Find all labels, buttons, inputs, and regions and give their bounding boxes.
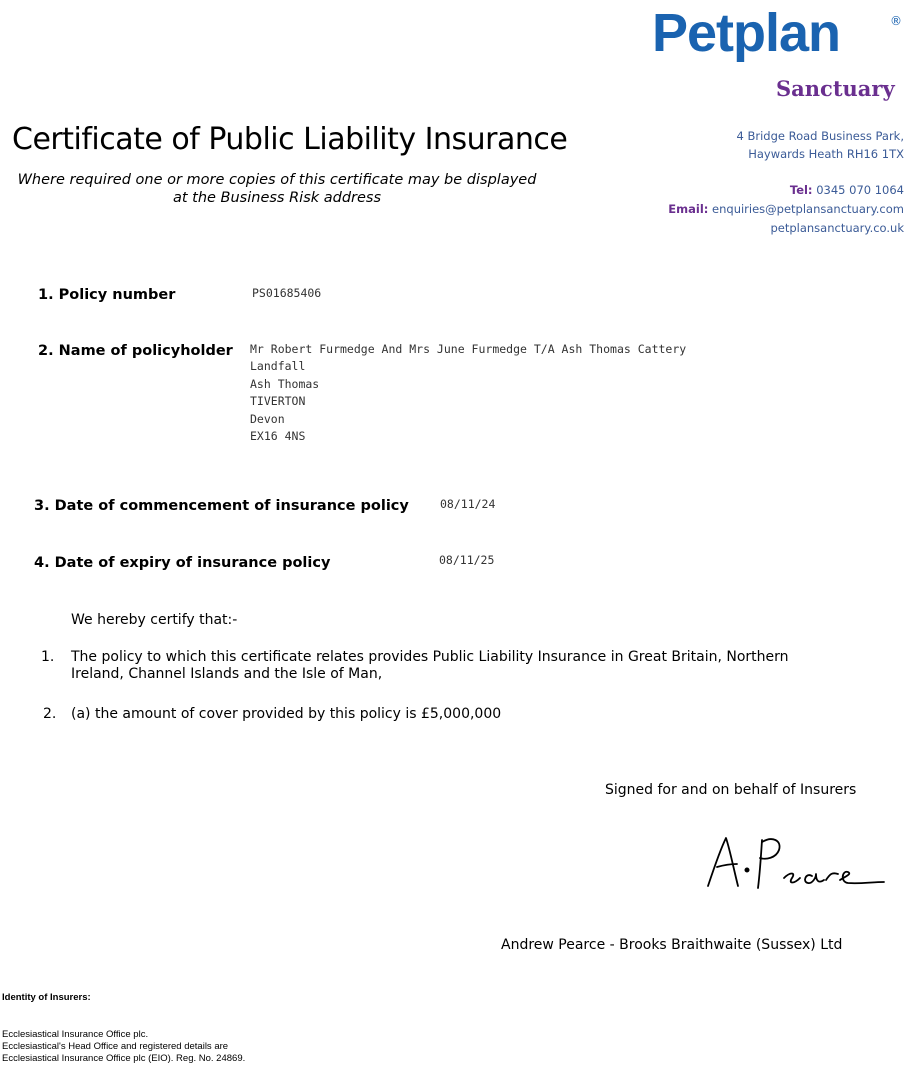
policyholder-line: EX16 4NS [250, 429, 306, 444]
certify-intro: We hereby certify that:- [71, 612, 238, 628]
policyholder-line: Landfall [250, 359, 306, 374]
commencement-label: 3. Date of commencement of insurance policy [34, 498, 409, 514]
policyholder-line: Devon [250, 411, 285, 426]
policyholder-address [250, 341, 686, 445]
contact-email [668, 202, 904, 216]
address-line-1: 4 Bridge Road Business Park, [736, 129, 904, 143]
handwritten-signature [700, 832, 890, 896]
insurer-identity-label: Identity of Insurers: [2, 992, 91, 1003]
sanctuary-logo-text: Sanctuary [776, 76, 895, 101]
registered-mark: ® [890, 14, 902, 28]
expiry-label: 4. Date of expiry of insurance policy [34, 555, 331, 571]
policy-number-value: PS01685406 [252, 286, 322, 300]
contact-tel [790, 183, 904, 197]
certify-item-1-line-2: Ireland, Channel Islands and the Isle of Man, [71, 666, 383, 682]
policyholder-line: Mr Robert Furmedge And Mrs June Furmedge T/A Ash Thomas Cattery [250, 342, 687, 356]
tel-label: Tel: [789, 183, 813, 197]
address-line-2: Haywards Heath RH16 1TX [748, 147, 904, 161]
policyholder-label: 2. Name of policyholder [38, 343, 233, 359]
expiry-date: 08/11/25 [439, 553, 495, 567]
subtitle-line-2: at the Business Risk address [172, 190, 382, 206]
insurer-line-2: Ecclesiastical's Head Office and registered details are [2, 1041, 229, 1052]
page-subtitle [12, 171, 542, 207]
signatory-name: Andrew Pearce - Brooks Braithwaite (Sussex) Ltd [501, 937, 843, 953]
subtitle-line-1: Where required one or more copies of this certificate may be displayed [17, 172, 537, 188]
commencement-date: 08/11/24 [440, 497, 496, 511]
tel-number[interactable]: 0345 070 1064 [816, 183, 904, 197]
website-link[interactable]: petplansanctuary.co.uk [770, 221, 904, 235]
insurer-line-3: Ecclesiastical Insurance Office plc (EIO). Reg. No. 24869. [2, 1053, 246, 1064]
policyholder-line: Ash Thomas [250, 376, 320, 391]
policy-number-label: 1. Policy number [38, 287, 176, 303]
insurer-details [2, 1029, 245, 1065]
petplan-logo: Petplan [652, 3, 841, 63]
email-link[interactable]: enquiries@petplansanctuary.com [712, 202, 904, 216]
policyholder-line: TIVERTON [250, 394, 306, 409]
certify-item-1 [71, 649, 789, 683]
certify-item-2-number: 2. [43, 706, 57, 722]
signed-on-behalf-text: Signed for and on behalf of Insurers [605, 782, 857, 798]
certify-item-1-number: 1. [41, 649, 55, 665]
certify-item-2: (a) the amount of cover provided by this policy is £5,000,000 [71, 706, 502, 722]
insurer-line-1: Ecclesiastical Insurance Office plc. [2, 1029, 149, 1040]
email-label: Email: [668, 202, 709, 216]
page-title: Certificate of Public Liability Insurance [12, 122, 568, 157]
certify-item-1-line-1: The policy to which this certificate relates provides Public Liability Insurance in Great Britain, Northern [71, 649, 789, 665]
